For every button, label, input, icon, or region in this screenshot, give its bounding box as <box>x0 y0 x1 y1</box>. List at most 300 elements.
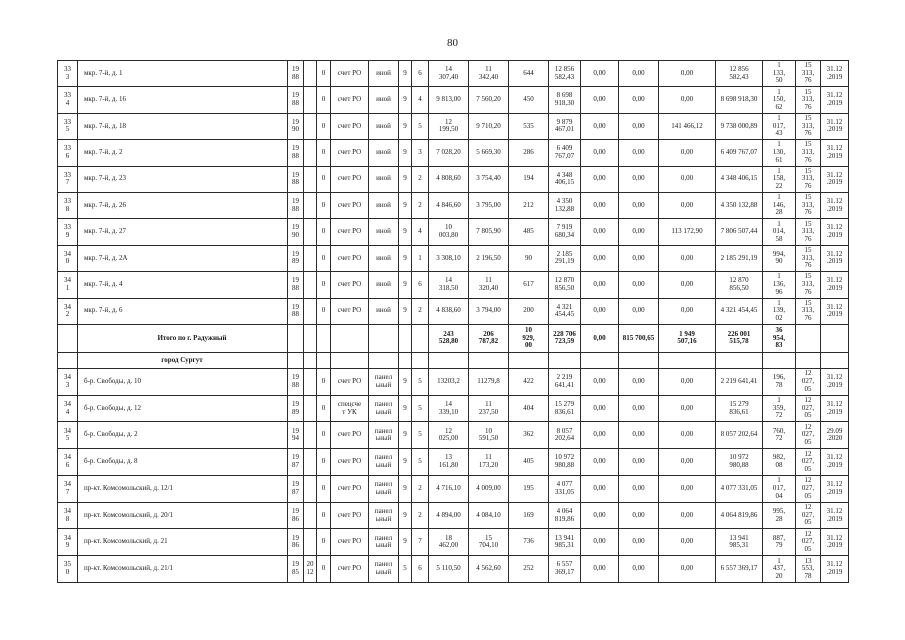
empty-cell <box>304 475 317 502</box>
commissioning-year-cell: 19 86 <box>288 529 304 556</box>
owners-funds-cell: 4 321 454,45 <box>716 298 763 324</box>
floors-cell: 9 <box>399 140 412 166</box>
regional-budget-cell: 0,00 <box>619 219 659 245</box>
empty-cell <box>304 272 317 298</box>
fund-share-cell: 0,00 <box>581 245 619 271</box>
max-unit-cost-cell: 15 313, 76 <box>796 87 821 113</box>
fund-method-cell: счет РО <box>331 61 369 87</box>
entrances-cell: 2 <box>412 475 429 502</box>
local-budget-cell: 0,00 <box>659 298 716 324</box>
empty-cell <box>429 352 469 368</box>
owners-funds-cell: 226 001 515,78 <box>716 324 763 352</box>
total-cost-cell: 4 350 132,88 <box>549 192 581 218</box>
wall-material-cell: иной <box>369 272 399 298</box>
regional-budget-cell: 0,00 <box>619 87 659 113</box>
premises-area-cell: 4 562,60 <box>469 556 509 583</box>
wall-material-cell: иной <box>369 219 399 245</box>
total-area-cell: 10 003,80 <box>429 219 469 245</box>
owners-funds-cell: 2 219 641,41 <box>716 368 763 395</box>
floors-cell: 9 <box>399 272 412 298</box>
owners-funds-cell: 4 350 132,88 <box>716 192 763 218</box>
page-number: 80 <box>447 37 458 49</box>
address-cell: мкр. 7-й, д. 1 <box>78 61 288 87</box>
empty-cell <box>412 324 429 352</box>
floors-cell: 9 <box>399 245 412 271</box>
empty-cell <box>763 352 796 368</box>
residents-cell: 200 <box>509 298 549 324</box>
fund-share-cell: 0,00 <box>581 475 619 502</box>
max-unit-cost-cell: 15 313, 76 <box>796 61 821 87</box>
row-number-cell: 34 8 <box>58 502 78 529</box>
floors-cell: 9 <box>399 166 412 192</box>
empty-cell <box>796 324 821 352</box>
floors-cell: 9 <box>399 219 412 245</box>
completion-date-cell: 31.12 .2019 <box>821 272 849 298</box>
regional-budget-cell: 815 700,65 <box>619 324 659 352</box>
owners-funds-cell: 8 698 918,30 <box>716 87 763 113</box>
address-cell: пр-кт. Комсомольский, д. 21/1 <box>78 556 288 583</box>
max-unit-cost-cell: 13 553, 78 <box>796 556 821 583</box>
local-budget-cell: 0,00 <box>659 502 716 529</box>
completion-date-cell: 31.12 .2019 <box>821 192 849 218</box>
owners-funds-cell: 7 806 507,44 <box>716 219 763 245</box>
max-unit-cost-cell: 12 027, 05 <box>796 395 821 422</box>
unit-cost-cell: 1 146, 28 <box>763 192 796 218</box>
code-cell: 0 <box>317 368 331 395</box>
owners-funds-cell: 4 348 406,15 <box>716 166 763 192</box>
empty-cell <box>509 352 549 368</box>
empty-cell <box>304 324 317 352</box>
entrances-cell: 4 <box>412 219 429 245</box>
unit-cost-cell: 982, 08 <box>763 449 796 476</box>
empty-cell <box>304 352 317 368</box>
residents-cell: 252 <box>509 556 549 583</box>
fund-method-cell: счет РО <box>331 368 369 395</box>
empty-cell <box>331 324 369 352</box>
table-row <box>58 245 849 271</box>
fund-method-cell: счет РО <box>331 113 369 139</box>
table-row <box>58 61 849 87</box>
row-number-cell: 34 3 <box>58 368 78 395</box>
total-cost-cell: 15 279 836,61 <box>549 395 581 422</box>
fund-share-cell: 0,00 <box>581 422 619 449</box>
completion-date-cell: 31.12 .2019 <box>821 556 849 583</box>
fund-method-cell: счет РО <box>331 502 369 529</box>
commissioning-year-cell: 19 88 <box>288 192 304 218</box>
empty-cell <box>288 352 304 368</box>
row-number-cell: 33 3 <box>58 61 78 87</box>
address-cell: мкр. 7-й, д. 2 <box>78 140 288 166</box>
entrances-cell: 6 <box>412 272 429 298</box>
total-cost-cell: 13 941 985,31 <box>549 529 581 556</box>
address-cell: Итого по г. Радужный <box>78 324 288 352</box>
local-budget-cell: 0,00 <box>659 368 716 395</box>
completion-date-cell: 31.12 .2019 <box>821 166 849 192</box>
max-unit-cost-cell: 12 027, 05 <box>796 502 821 529</box>
completion-date-cell: 31.12 .2019 <box>821 219 849 245</box>
address-cell: мкр. 7-й, д. 26 <box>78 192 288 218</box>
regional-budget-cell: 0,00 <box>619 245 659 271</box>
last-repair-year-cell: 20 12 <box>304 556 317 583</box>
local-budget-cell: 0,00 <box>659 556 716 583</box>
table-row <box>58 395 849 422</box>
empty-cell <box>304 368 317 395</box>
premises-area-cell: 4 084,10 <box>469 502 509 529</box>
row-number-cell: 33 5 <box>58 113 78 139</box>
table-row <box>58 502 849 529</box>
code-cell: 0 <box>317 298 331 324</box>
table-row <box>58 272 849 298</box>
total-area-cell: 4 894,00 <box>429 502 469 529</box>
completion-date-cell: 29.09 .2020 <box>821 422 849 449</box>
address-cell: мкр. 7-й, д. 2А <box>78 245 288 271</box>
unit-cost-cell: 1 359, 72 <box>763 395 796 422</box>
premises-area-cell: 3 795,00 <box>469 192 509 218</box>
empty-cell <box>304 502 317 529</box>
empty-cell <box>469 352 509 368</box>
completion-date-cell: 31.12 .2019 <box>821 395 849 422</box>
wall-material-cell: иной <box>369 298 399 324</box>
empty-cell <box>304 166 317 192</box>
address-cell: мкр. 7-й, д. 4 <box>78 272 288 298</box>
empty-cell <box>581 352 619 368</box>
unit-cost-cell: 1 158, 22 <box>763 166 796 192</box>
commissioning-year-cell: 19 89 <box>288 395 304 422</box>
local-budget-cell: 1 949 507,16 <box>659 324 716 352</box>
floors-cell: 9 <box>399 113 412 139</box>
fund-method-cell: счет РО <box>331 449 369 476</box>
wall-material-cell: панел ьный <box>369 422 399 449</box>
fund-method-cell: счет РО <box>331 166 369 192</box>
completion-date-cell: 31.12 .2019 <box>821 113 849 139</box>
regional-budget-cell: 0,00 <box>619 192 659 218</box>
fund-method-cell: счет РО <box>331 245 369 271</box>
premises-area-cell: 7 560,20 <box>469 87 509 113</box>
total-cost-cell: 4 077 331,05 <box>549 475 581 502</box>
address-cell: пр-кт. Комсомольский, д. 20/1 <box>78 502 288 529</box>
row-number-cell: 34 5 <box>58 422 78 449</box>
fund-method-cell: счет РО <box>331 422 369 449</box>
completion-date-cell: 31.12 .2019 <box>821 87 849 113</box>
unit-cost-cell: 1 014, 58 <box>763 219 796 245</box>
fund-share-cell: 0,00 <box>581 219 619 245</box>
table-row <box>58 475 849 502</box>
floors-cell: 9 <box>399 422 412 449</box>
premises-area-cell: 15 704,10 <box>469 529 509 556</box>
max-unit-cost-cell: 12 027, 05 <box>796 422 821 449</box>
empty-cell <box>399 352 412 368</box>
premises-area-cell: 5 669,30 <box>469 140 509 166</box>
empty-cell <box>369 352 399 368</box>
empty-cell <box>716 352 763 368</box>
regional-budget-cell: 0,00 <box>619 166 659 192</box>
empty-cell <box>821 324 849 352</box>
regional-budget-cell: 0,00 <box>619 502 659 529</box>
empty-cell <box>304 298 317 324</box>
max-unit-cost-cell: 12 027, 05 <box>796 475 821 502</box>
row-number-cell: 34 6 <box>58 449 78 476</box>
local-budget-cell: 0,00 <box>659 449 716 476</box>
total-cost-cell: 7 919 680,34 <box>549 219 581 245</box>
commissioning-year-cell: 19 94 <box>288 422 304 449</box>
total-area-cell: 13203,2 <box>429 368 469 395</box>
table-row <box>58 166 849 192</box>
address-cell: пр-кт. Комсомольский, д. 12/1 <box>78 475 288 502</box>
unit-cost-cell: 1 150, 62 <box>763 87 796 113</box>
owners-funds-cell: 9 738 000,89 <box>716 113 763 139</box>
owners-funds-cell: 10 972 980,88 <box>716 449 763 476</box>
entrances-cell: 3 <box>412 140 429 166</box>
code-cell: 0 <box>317 556 331 583</box>
wall-material-cell: панел ьный <box>369 529 399 556</box>
regional-budget-cell: 0,00 <box>619 298 659 324</box>
unit-cost-cell: 36 954, 83 <box>763 324 796 352</box>
commissioning-year-cell: 19 89 <box>288 245 304 271</box>
completion-date-cell: 31.12 .2019 <box>821 140 849 166</box>
empty-cell <box>58 352 78 368</box>
total-area-cell: 4 716,10 <box>429 475 469 502</box>
entrances-cell: 2 <box>412 166 429 192</box>
wall-material-cell: панел ьный <box>369 475 399 502</box>
premises-area-cell: 206 787,82 <box>469 324 509 352</box>
total-area-cell: 14 339,10 <box>429 395 469 422</box>
empty-cell <box>659 352 716 368</box>
address-cell: б-р. Свободы, д. 8 <box>78 449 288 476</box>
max-unit-cost-cell: 15 313, 76 <box>796 192 821 218</box>
floors-cell: 9 <box>399 395 412 422</box>
empty-cell <box>369 324 399 352</box>
owners-funds-cell: 6 409 767,07 <box>716 140 763 166</box>
code-cell: 0 <box>317 140 331 166</box>
fund-share-cell: 0,00 <box>581 298 619 324</box>
regional-budget-cell: 0,00 <box>619 140 659 166</box>
wall-material-cell: панел ьный <box>369 368 399 395</box>
local-budget-cell: 0,00 <box>659 192 716 218</box>
unit-cost-cell: 760, 72 <box>763 422 796 449</box>
table-row <box>58 298 849 324</box>
empty-cell <box>58 324 78 352</box>
empty-cell <box>304 87 317 113</box>
row-number-cell: 33 6 <box>58 140 78 166</box>
total-cost-cell: 4 321 454,45 <box>549 298 581 324</box>
empty-cell <box>821 352 849 368</box>
residents-cell: 405 <box>509 449 549 476</box>
owners-funds-cell: 12 856 582,43 <box>716 61 763 87</box>
residents-cell: 535 <box>509 113 549 139</box>
total-area-cell: 12 025,00 <box>429 422 469 449</box>
floors-cell: 5 <box>399 556 412 583</box>
table-row <box>58 449 849 476</box>
total-cost-cell: 12 856 582,43 <box>549 61 581 87</box>
wall-material-cell: панел ьный <box>369 556 399 583</box>
max-unit-cost-cell: 15 313, 76 <box>796 272 821 298</box>
total-area-cell: 13 161,80 <box>429 449 469 476</box>
local-budget-cell: 0,00 <box>659 87 716 113</box>
table-row <box>58 219 849 245</box>
row-number-cell: 34 0 <box>58 245 78 271</box>
empty-cell <box>304 449 317 476</box>
wall-material-cell: иной <box>369 192 399 218</box>
owners-funds-cell: 15 279 836,61 <box>716 395 763 422</box>
unit-cost-cell: 196, 78 <box>763 368 796 395</box>
floors-cell: 9 <box>399 475 412 502</box>
premises-area-cell: 11 173,20 <box>469 449 509 476</box>
premises-area-cell: 11 237,50 <box>469 395 509 422</box>
residents-cell: 450 <box>509 87 549 113</box>
local-budget-cell: 113 172,90 <box>659 219 716 245</box>
total-cost-cell: 4 348 406,15 <box>549 166 581 192</box>
fund-share-cell: 0,00 <box>581 272 619 298</box>
empty-cell <box>412 352 429 368</box>
commissioning-year-cell: 19 88 <box>288 298 304 324</box>
unit-cost-cell: 1 130, 61 <box>763 140 796 166</box>
fund-method-cell: счет РО <box>331 219 369 245</box>
total-area-cell: 4 808,60 <box>429 166 469 192</box>
regional-budget-cell: 0,00 <box>619 422 659 449</box>
local-budget-cell: 0,00 <box>659 475 716 502</box>
residents-cell: 644 <box>509 61 549 87</box>
commissioning-year-cell: 19 88 <box>288 61 304 87</box>
address-cell: б-р. Свободы, д. 2 <box>78 422 288 449</box>
total-area-cell: 243 528,80 <box>429 324 469 352</box>
table-row <box>58 422 849 449</box>
fund-share-cell: 0,00 <box>581 140 619 166</box>
residents-cell: 617 <box>509 272 549 298</box>
max-unit-cost-cell: 12 027, 05 <box>796 368 821 395</box>
row-number-cell: 34 2 <box>58 298 78 324</box>
owners-funds-cell: 12 870 856,50 <box>716 272 763 298</box>
commissioning-year-cell: 19 90 <box>288 113 304 139</box>
fund-share-cell: 0,00 <box>581 87 619 113</box>
code-cell: 0 <box>317 272 331 298</box>
floors-cell: 9 <box>399 449 412 476</box>
regional-budget-cell: 0,00 <box>619 449 659 476</box>
fund-method-cell: счет РО <box>331 140 369 166</box>
fund-share-cell: 0,00 <box>581 556 619 583</box>
fund-share-cell: 0,00 <box>581 113 619 139</box>
fund-method-cell: счет РО <box>331 298 369 324</box>
residents-cell: 362 <box>509 422 549 449</box>
code-cell: 0 <box>317 192 331 218</box>
wall-material-cell: панел ьный <box>369 449 399 476</box>
code-cell: 0 <box>317 502 331 529</box>
repair-program-table <box>57 60 849 583</box>
address-cell: б-р. Свободы, д. 12 <box>78 395 288 422</box>
max-unit-cost-cell: 12 027, 05 <box>796 449 821 476</box>
total-area-cell: 14 318,50 <box>429 272 469 298</box>
local-budget-cell: 0,00 <box>659 245 716 271</box>
unit-cost-cell: 1 136, 96 <box>763 272 796 298</box>
fund-share-cell: 0,00 <box>581 61 619 87</box>
commissioning-year-cell: 19 88 <box>288 166 304 192</box>
unit-cost-cell: 1 437, 20 <box>763 556 796 583</box>
fund-share-cell: 0,00 <box>581 192 619 218</box>
address-cell: пр-кт. Комсомольский, д. 21 <box>78 529 288 556</box>
total-cost-cell: 4 064 819,86 <box>549 502 581 529</box>
commissioning-year-cell: 19 87 <box>288 449 304 476</box>
unit-cost-cell: 1 017, 43 <box>763 113 796 139</box>
empty-cell <box>304 219 317 245</box>
table-row <box>58 556 849 583</box>
empty-cell <box>304 140 317 166</box>
residents-cell: 212 <box>509 192 549 218</box>
code-cell: 0 <box>317 166 331 192</box>
floors-cell: 9 <box>399 192 412 218</box>
commissioning-year-cell: 19 88 <box>288 140 304 166</box>
entrances-cell: 5 <box>412 449 429 476</box>
address-cell: мкр. 7-й, д. 27 <box>78 219 288 245</box>
wall-material-cell: иной <box>369 245 399 271</box>
fund-method-cell: счет РО <box>331 475 369 502</box>
address-cell: мкр. 7-й, д. 16 <box>78 87 288 113</box>
total-area-cell: 5 110,50 <box>429 556 469 583</box>
row-number-cell: 33 9 <box>58 219 78 245</box>
regional-budget-cell: 0,00 <box>619 61 659 87</box>
empty-cell <box>549 352 581 368</box>
total-area-cell: 7 028,20 <box>429 140 469 166</box>
commissioning-year-cell: 19 85 <box>288 556 304 583</box>
residents-cell: 194 <box>509 166 549 192</box>
regional-budget-cell: 0,00 <box>619 529 659 556</box>
completion-date-cell: 31.12 .2019 <box>821 245 849 271</box>
completion-date-cell: 31.12 .2019 <box>821 475 849 502</box>
entrances-cell: 5 <box>412 395 429 422</box>
section-header-row <box>58 352 849 368</box>
entrances-cell: 5 <box>412 422 429 449</box>
total-cost-cell: 12 870 856,50 <box>549 272 581 298</box>
wall-material-cell: иной <box>369 61 399 87</box>
entrances-cell: 4 <box>412 87 429 113</box>
local-budget-cell: 0,00 <box>659 61 716 87</box>
residents-cell: 169 <box>509 502 549 529</box>
entrances-cell: 2 <box>412 298 429 324</box>
fund-share-cell: 0,00 <box>581 502 619 529</box>
owners-funds-cell: 8 057 202,64 <box>716 422 763 449</box>
empty-cell <box>331 352 369 368</box>
row-number-cell: 34 9 <box>58 529 78 556</box>
max-unit-cost-cell: 15 313, 76 <box>796 166 821 192</box>
local-budget-cell: 0,00 <box>659 140 716 166</box>
completion-date-cell: 31.12 .2019 <box>821 529 849 556</box>
premises-area-cell: 9 710,20 <box>469 113 509 139</box>
total-area-cell: 4 838,60 <box>429 298 469 324</box>
fund-share-cell: 0,00 <box>581 166 619 192</box>
address-cell: мкр. 7-й, д. 18 <box>78 113 288 139</box>
empty-cell <box>619 352 659 368</box>
total-area-cell: 9 813,00 <box>429 87 469 113</box>
empty-cell <box>304 245 317 271</box>
owners-funds-cell: 2 185 291,19 <box>716 245 763 271</box>
table-row <box>58 140 849 166</box>
total-area-cell: 4 846,60 <box>429 192 469 218</box>
commissioning-year-cell: 19 90 <box>288 219 304 245</box>
code-cell: 0 <box>317 449 331 476</box>
address-cell: мкр. 7-й, д. 6 <box>78 298 288 324</box>
table-row <box>58 368 849 395</box>
max-unit-cost-cell: 15 313, 76 <box>796 219 821 245</box>
premises-area-cell: 2 196,50 <box>469 245 509 271</box>
row-number-cell: 34 1 <box>58 272 78 298</box>
code-cell: 0 <box>317 113 331 139</box>
table-row <box>58 87 849 113</box>
max-unit-cost-cell: 15 313, 76 <box>796 245 821 271</box>
fund-share-cell: 0,00 <box>581 449 619 476</box>
fund-method-cell: счет РО <box>331 272 369 298</box>
empty-cell <box>304 113 317 139</box>
row-number-cell: 34 4 <box>58 395 78 422</box>
table-body <box>58 61 849 583</box>
total-cost-cell: 6 557 369,17 <box>549 556 581 583</box>
